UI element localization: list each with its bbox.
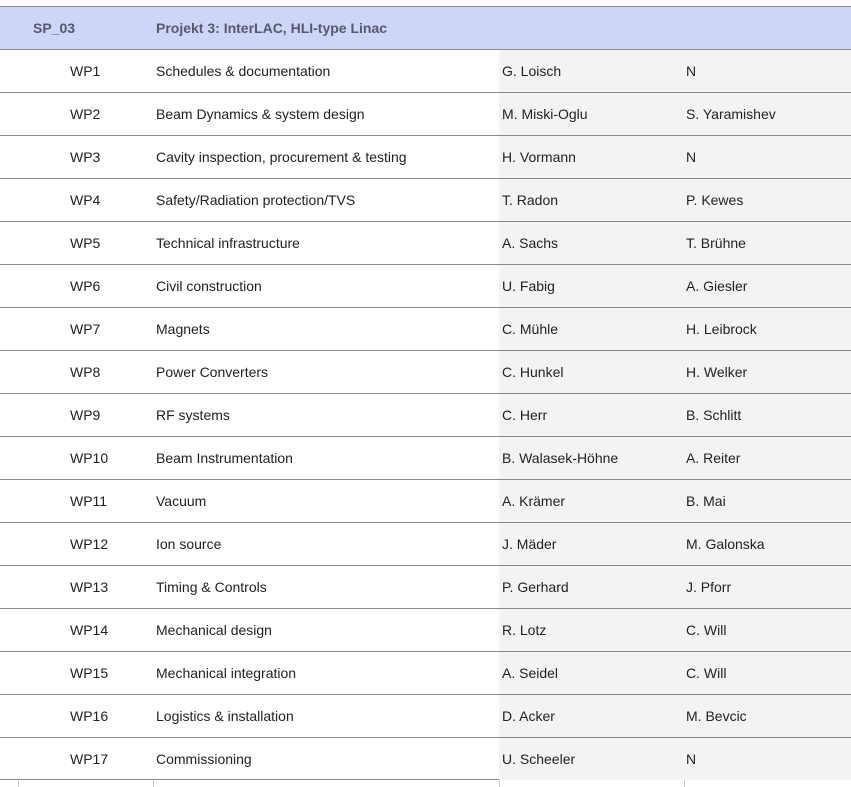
wp-id-cell[interactable]: WP11: [70, 493, 108, 509]
wp-id-cell[interactable]: WP8: [70, 364, 101, 380]
wp-id-cell[interactable]: WP3: [70, 149, 101, 165]
wp-id-cell[interactable]: WP1: [70, 63, 101, 79]
grid-line: [153, 780, 154, 787]
wp-lead-cell[interactable]: B. Walasek-Höhne: [499, 437, 684, 479]
header-empty-cell[interactable]: [684, 7, 851, 49]
wp-name-cell[interactable]: Schedules & documentation: [156, 63, 331, 79]
wp-lead-cell[interactable]: C. Herr: [499, 394, 684, 436]
wp-id-cell[interactable]: WP16: [70, 708, 109, 724]
wp-id-cell[interactable]: WP17: [70, 751, 109, 767]
table-row[interactable]: [0, 694, 851, 737]
table-row[interactable]: [0, 737, 851, 780]
wp-id-cell[interactable]: WP14: [70, 622, 109, 638]
wp-id-cell[interactable]: WP12: [70, 536, 109, 552]
table-row[interactable]: [0, 436, 851, 479]
wp-id-cell[interactable]: WP10: [70, 450, 109, 466]
table-row[interactable]: [0, 479, 851, 522]
wp-name-cell[interactable]: Beam Dynamics & system design: [156, 106, 365, 122]
work-package-table: [0, 6, 851, 780]
wp-name-cell[interactable]: Vacuum: [156, 493, 207, 509]
table-row[interactable]: [0, 49, 851, 92]
wp-lead-cell[interactable]: A. Seidel: [499, 652, 684, 694]
table-row[interactable]: [0, 178, 851, 221]
table-row[interactable]: [0, 92, 851, 135]
wp-deputy-cell[interactable]: C. Will: [684, 652, 851, 694]
table-row[interactable]: [0, 608, 851, 651]
wp-lead-cell[interactable]: R. Lotz: [499, 609, 684, 651]
table-row[interactable]: [0, 221, 851, 264]
wp-lead-cell[interactable]: U. Scheeler: [499, 738, 684, 780]
table-header-row[interactable]: [0, 6, 851, 49]
wp-deputy-cell[interactable]: S. Yaramishev: [684, 93, 851, 135]
wp-deputy-cell[interactable]: M. Galonska: [684, 523, 851, 565]
table-body: [0, 49, 851, 780]
wp-name-cell[interactable]: Cavity inspection, procurement & testing: [156, 149, 407, 165]
table-row[interactable]: [0, 393, 851, 436]
subproject-title-cell[interactable]: Projekt 3: InterLAC, HLI-type Linac: [156, 20, 388, 36]
grid-line: [18, 780, 19, 787]
wp-deputy-cell[interactable]: N: [684, 738, 851, 780]
table-row[interactable]: [0, 350, 851, 393]
wp-lead-cell[interactable]: D. Acker: [499, 695, 684, 737]
grid-line: [499, 780, 500, 787]
wp-lead-cell[interactable]: J. Mäder: [499, 523, 684, 565]
wp-lead-cell[interactable]: T. Radon: [499, 179, 684, 221]
wp-deputy-cell[interactable]: A. Giesler: [684, 265, 851, 307]
wp-id-cell[interactable]: WP4: [70, 192, 101, 208]
wp-id-cell[interactable]: WP2: [70, 106, 101, 122]
wp-id-cell[interactable]: WP15: [70, 665, 109, 681]
wp-name-cell[interactable]: Magnets: [156, 321, 210, 337]
grid-line: [684, 780, 685, 787]
table-row[interactable]: [0, 307, 851, 350]
wp-lead-cell[interactable]: H. Vormann: [499, 136, 684, 178]
wp-name-cell[interactable]: Mechanical design: [156, 622, 272, 638]
wp-deputy-cell[interactable]: H. Leibrock: [684, 308, 851, 350]
wp-deputy-cell[interactable]: B. Schlitt: [684, 394, 851, 436]
wp-name-cell[interactable]: Mechanical integration: [156, 665, 297, 681]
table-row[interactable]: [0, 135, 851, 178]
wp-lead-cell[interactable]: U. Fabig: [499, 265, 684, 307]
wp-deputy-cell[interactable]: B. Mai: [684, 480, 851, 522]
table-row[interactable]: [0, 522, 851, 565]
wp-id-cell[interactable]: WP6: [70, 278, 101, 294]
wp-lead-cell[interactable]: P. Gerhard: [499, 566, 684, 608]
wp-deputy-cell[interactable]: J. Pforr: [684, 566, 851, 608]
wp-deputy-cell[interactable]: N: [684, 136, 851, 178]
wp-deputy-cell[interactable]: H. Welker: [684, 351, 851, 393]
wp-lead-cell[interactable]: C. Hunkel: [499, 351, 684, 393]
wp-name-cell[interactable]: Logistics & installation: [156, 708, 294, 724]
wp-lead-cell[interactable]: C. Mühle: [499, 308, 684, 350]
wp-id-cell[interactable]: WP13: [70, 579, 109, 595]
wp-deputy-cell[interactable]: A. Reiter: [684, 437, 851, 479]
wp-id-cell[interactable]: WP7: [70, 321, 101, 337]
wp-name-cell[interactable]: Power Converters: [156, 364, 269, 380]
wp-name-cell[interactable]: Timing & Controls: [156, 579, 267, 595]
wp-name-cell[interactable]: Ion source: [156, 536, 222, 552]
table-row[interactable]: [0, 651, 851, 694]
wp-name-cell[interactable]: Civil construction: [156, 278, 262, 294]
wp-lead-cell[interactable]: A. Sachs: [499, 222, 684, 264]
wp-name-cell[interactable]: RF systems: [156, 407, 230, 423]
wp-name-cell[interactable]: Technical infrastructure: [156, 235, 300, 251]
wp-deputy-cell[interactable]: C. Will: [684, 609, 851, 651]
wp-id-cell[interactable]: WP5: [70, 235, 101, 251]
table-row[interactable]: [0, 264, 851, 307]
wp-id-cell[interactable]: WP9: [70, 407, 101, 423]
wp-deputy-cell[interactable]: T. Brühne: [684, 222, 851, 264]
wp-name-cell[interactable]: Safety/Radiation protection/TVS: [156, 192, 356, 208]
wp-name-cell[interactable]: Commissioning: [156, 751, 252, 767]
wp-lead-cell[interactable]: M. Miski-Oglu: [499, 93, 684, 135]
wp-deputy-cell[interactable]: N: [684, 50, 851, 92]
subproject-id-cell[interactable]: SP_03: [33, 20, 76, 36]
header-empty-cell[interactable]: [499, 7, 684, 49]
wp-name-cell[interactable]: Beam Instrumentation: [156, 450, 293, 466]
wp-deputy-cell[interactable]: P. Kewes: [684, 179, 851, 221]
wp-deputy-cell[interactable]: M. Bevcic: [684, 695, 851, 737]
table-row[interactable]: [0, 565, 851, 608]
wp-lead-cell[interactable]: G. Loisch: [499, 50, 684, 92]
wp-lead-cell[interactable]: A. Krämer: [499, 480, 684, 522]
